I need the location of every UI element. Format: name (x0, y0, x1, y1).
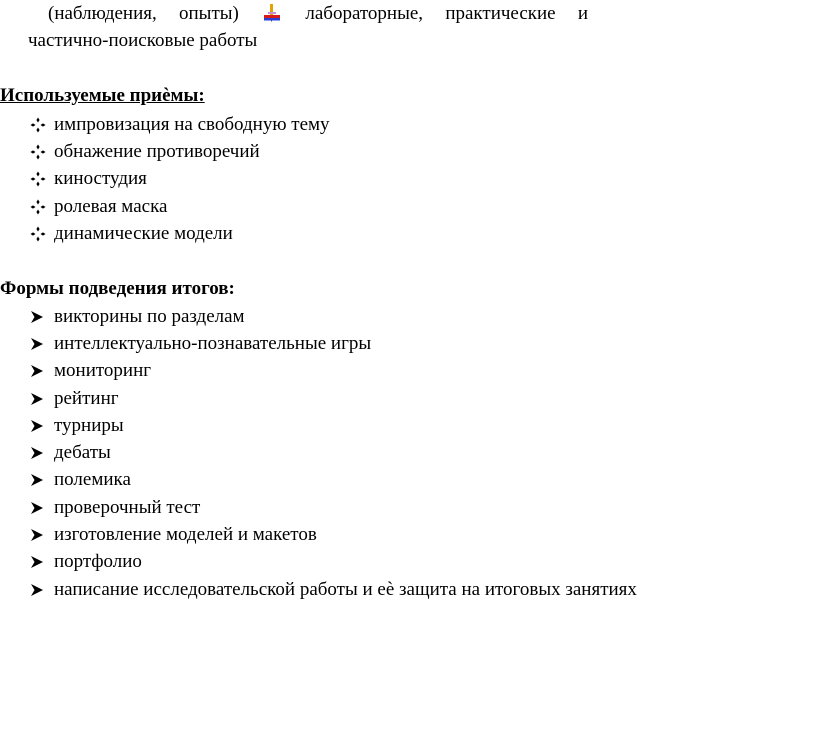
list-item-text: динамические модели (54, 222, 233, 244)
arrowhead-bullet-icon (30, 528, 54, 542)
list-item-text: импровизация на свободную тему (54, 113, 330, 135)
diamond-bullet-icon (30, 199, 54, 215)
intro-word: (наблюдения, (48, 3, 157, 24)
list-item-text: викторины по разделам (54, 305, 245, 327)
list-item (30, 166, 330, 193)
list-item (30, 358, 637, 385)
intro-word: опыты) (179, 3, 239, 24)
diamond-bullet-icon (30, 226, 54, 242)
arrowhead-bullet-icon (30, 473, 54, 487)
list-item (30, 521, 637, 548)
intro-word: лабораторные, (305, 3, 424, 24)
techniques-list (30, 111, 330, 247)
list-item-text: киностудия (54, 168, 147, 190)
color-pencils-icon (261, 3, 283, 25)
list-item-text: мониторинг (54, 360, 152, 382)
list-item (30, 439, 637, 466)
arrowhead-bullet-icon (30, 392, 54, 406)
diamond-bullet-icon (30, 144, 54, 160)
list-item-text: проверочный тест (54, 496, 201, 518)
list-item (30, 220, 330, 247)
list-item (30, 303, 637, 330)
list-item-text: написание исследовательской работы и еѐ защита на итоговых занятиях (54, 578, 637, 600)
list-item-text: портфолио (54, 551, 142, 573)
summary-forms-heading: Формы подведения итогов: (0, 278, 235, 299)
arrowhead-bullet-icon (30, 310, 54, 324)
list-item (30, 467, 637, 494)
arrowhead-bullet-icon (30, 337, 54, 351)
techniques-heading: Используемые приѐмы: (0, 85, 205, 106)
list-item (30, 193, 330, 220)
list-item-text: изготовление моделей и макетов (54, 524, 317, 546)
list-item (30, 494, 637, 521)
list-item (30, 138, 330, 165)
summary-forms-list (30, 303, 637, 603)
diamond-bullet-icon (30, 171, 54, 187)
intro-word: практические (445, 3, 556, 24)
list-item-text: рейтинг (54, 387, 119, 409)
list-item-text: ролевая маска (54, 195, 168, 217)
list-item (30, 330, 637, 357)
diamond-bullet-icon (30, 117, 54, 133)
list-item (30, 412, 637, 439)
list-item-text: турниры (54, 414, 124, 436)
list-item (30, 385, 637, 412)
list-item-text: обнажение противоречий (54, 140, 260, 162)
arrowhead-bullet-icon (30, 583, 54, 597)
list-item-text: интеллектуально-познавательные игры (54, 332, 372, 354)
arrowhead-bullet-icon (30, 364, 54, 378)
arrowhead-bullet-icon (30, 446, 54, 460)
list-item (30, 576, 637, 603)
list-item-text: дебаты (54, 442, 111, 464)
list-item-text: полемика (54, 469, 131, 491)
intro-word: и (577, 3, 589, 24)
list-item (30, 549, 637, 576)
arrowhead-bullet-icon (30, 419, 54, 433)
intro-line-2: частично-поисковые работы (28, 30, 258, 51)
arrowhead-bullet-icon (30, 501, 54, 515)
list-item (30, 111, 330, 138)
arrowhead-bullet-icon (30, 555, 54, 569)
intro-line-1 (48, 3, 588, 25)
